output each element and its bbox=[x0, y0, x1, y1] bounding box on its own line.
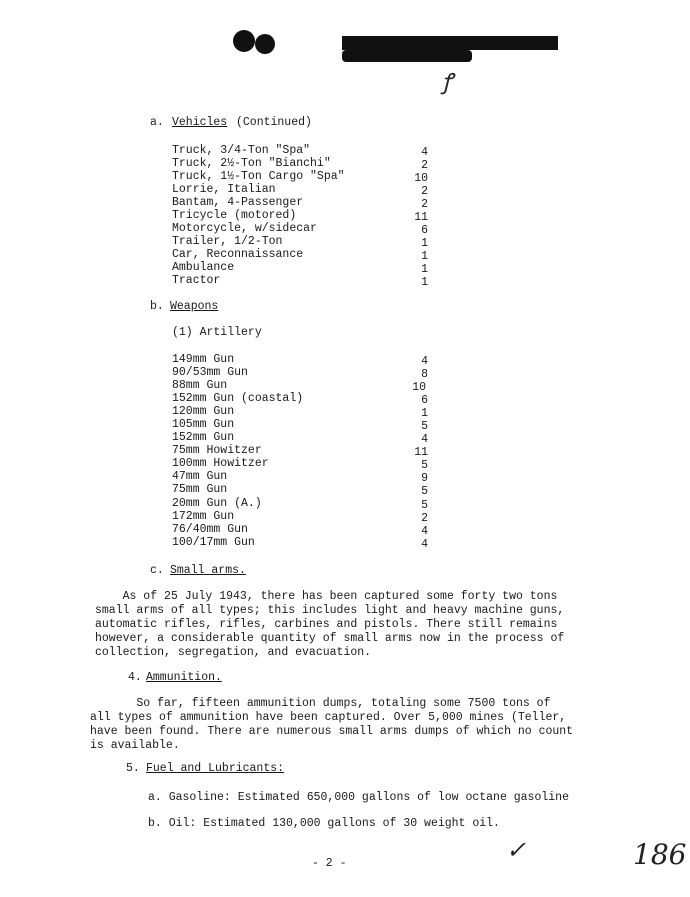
quantity: 4 bbox=[421, 433, 428, 446]
quantity: 8 bbox=[421, 368, 428, 381]
quantity: 1 bbox=[421, 263, 428, 276]
paragraph-line: small arms of all types; this includes light and heavy machine guns, bbox=[95, 604, 565, 617]
weapons-heading-letter: b. bbox=[150, 300, 164, 313]
fuel-heading-number: 5. bbox=[126, 762, 140, 775]
small-arms-heading-letter: c. bbox=[150, 564, 164, 577]
quantity: 5 bbox=[421, 420, 428, 433]
vehicles-heading: Vehicles bbox=[172, 116, 228, 129]
list-item: Tractor bbox=[172, 274, 221, 287]
list-item: 75mm Gun bbox=[172, 483, 228, 496]
quantity: 4 bbox=[421, 355, 428, 368]
quantity: 5 bbox=[421, 485, 428, 498]
ink-blot bbox=[255, 34, 275, 54]
list-item: 88mm Gun bbox=[172, 379, 228, 392]
redaction-bar bbox=[342, 50, 472, 62]
quantity: 5 bbox=[421, 499, 428, 512]
quantity: 2 bbox=[421, 185, 428, 198]
paragraph-line: is available. bbox=[90, 739, 180, 752]
quantity: 11 bbox=[414, 446, 428, 459]
list-item: 105mm Gun bbox=[172, 418, 235, 431]
quantity: 2 bbox=[421, 198, 428, 211]
list-item: Trailer, 1/2-Ton bbox=[172, 235, 283, 248]
fuel-item-oil: b. Oil: Estimated 130,000 gallons of 30 weight oil. bbox=[148, 817, 500, 830]
vehicles-heading-suffix: (Continued) bbox=[236, 116, 312, 129]
list-item: 20mm Gun (A.) bbox=[172, 497, 262, 510]
list-item: 149mm Gun bbox=[172, 353, 235, 366]
ammunition-heading-number: 4. bbox=[128, 671, 142, 684]
list-item: 172mm Gun bbox=[172, 510, 235, 523]
paragraph-line: automatic rifles, rifles, carbines and pistols. There still remains bbox=[95, 618, 558, 631]
list-item: 120mm Gun bbox=[172, 405, 235, 418]
list-item: 100mm Howitzer bbox=[172, 457, 269, 470]
quantity: 4 bbox=[421, 525, 428, 538]
list-item: 47mm Gun bbox=[172, 470, 228, 483]
quantity: 11 bbox=[414, 211, 428, 224]
list-item: 152mm Gun bbox=[172, 431, 235, 444]
artillery-subheading: (1) Artillery bbox=[172, 326, 262, 339]
quantity: 2 bbox=[421, 512, 428, 525]
paragraph-line: all types of ammunition have been captured. Over 5,000 mines (Teller, bbox=[90, 711, 567, 724]
list-item: 100/17mm Gun bbox=[172, 536, 255, 549]
paragraph-line: So far, fifteen ammunition dumps, totaling some 7500 tons of bbox=[95, 697, 551, 710]
quantity: 9 bbox=[421, 472, 428, 485]
list-item: Car, Reconnaissance bbox=[172, 248, 304, 261]
quantity: 6 bbox=[421, 224, 428, 237]
list-item: Motorcycle, w/sidecar bbox=[172, 222, 317, 235]
quantity: 2 bbox=[421, 159, 428, 172]
fuel-heading: Fuel and Lubricants: bbox=[146, 762, 285, 775]
quantity: 1 bbox=[421, 407, 428, 420]
quantity: 6 bbox=[421, 394, 428, 407]
handwritten-checkmark: ✓ bbox=[506, 836, 527, 864]
paragraph-line: As of 25 July 1943, there has been captured some forty two tons bbox=[95, 590, 558, 603]
quantity: 1 bbox=[421, 250, 428, 263]
list-item: Truck, 1½-Ton Cargo "Spa" bbox=[172, 170, 345, 183]
weapons-heading: Weapons bbox=[170, 300, 219, 313]
fuel-item-gasoline: a. Gasoline: Estimated 650,000 gallons of low octane gasoline bbox=[148, 791, 569, 804]
page-number: - 2 - bbox=[312, 857, 347, 870]
paragraph-line: however, a considerable quantity of small arms now in the process of bbox=[95, 632, 565, 645]
quantity: 4 bbox=[421, 146, 428, 159]
redaction-bar bbox=[342, 36, 558, 50]
list-item: Lorrie, Italian bbox=[172, 183, 276, 196]
quantity: 10 bbox=[414, 172, 428, 185]
list-item: 90/53mm Gun bbox=[172, 366, 248, 379]
ink-blot bbox=[233, 30, 255, 52]
list-item: 75mm Howitzer bbox=[172, 444, 262, 457]
paragraph-line: collection, segregation, and evacuation. bbox=[95, 646, 372, 659]
quantity: 5 bbox=[421, 459, 428, 472]
small-arms-heading: Small arms. bbox=[170, 564, 246, 577]
handwritten-scribble: ꝭ bbox=[442, 70, 453, 95]
list-item: Tricycle (motored) bbox=[172, 209, 297, 222]
list-item: Ambulance bbox=[172, 261, 235, 274]
list-item: 152mm Gun (coastal) bbox=[172, 392, 304, 405]
quantity: 1 bbox=[421, 276, 428, 289]
quantity: 4 bbox=[421, 538, 428, 551]
handwritten-page-number: 186 bbox=[633, 838, 687, 871]
ammunition-heading: Ammunition. bbox=[146, 671, 222, 684]
quantity: 10 bbox=[412, 381, 426, 394]
vehicles-heading-letter: a. bbox=[150, 116, 164, 129]
list-item: 76/40mm Gun bbox=[172, 523, 248, 536]
list-item: Truck, 2½-Ton "Bianchi" bbox=[172, 157, 331, 170]
quantity: 1 bbox=[421, 237, 428, 250]
paragraph-line: have been found. There are numerous small arms dumps of which no count bbox=[90, 725, 574, 738]
list-item: Truck, 3/4-Ton "Spa" bbox=[172, 144, 311, 157]
list-item: Bantam, 4-Passenger bbox=[172, 196, 304, 209]
